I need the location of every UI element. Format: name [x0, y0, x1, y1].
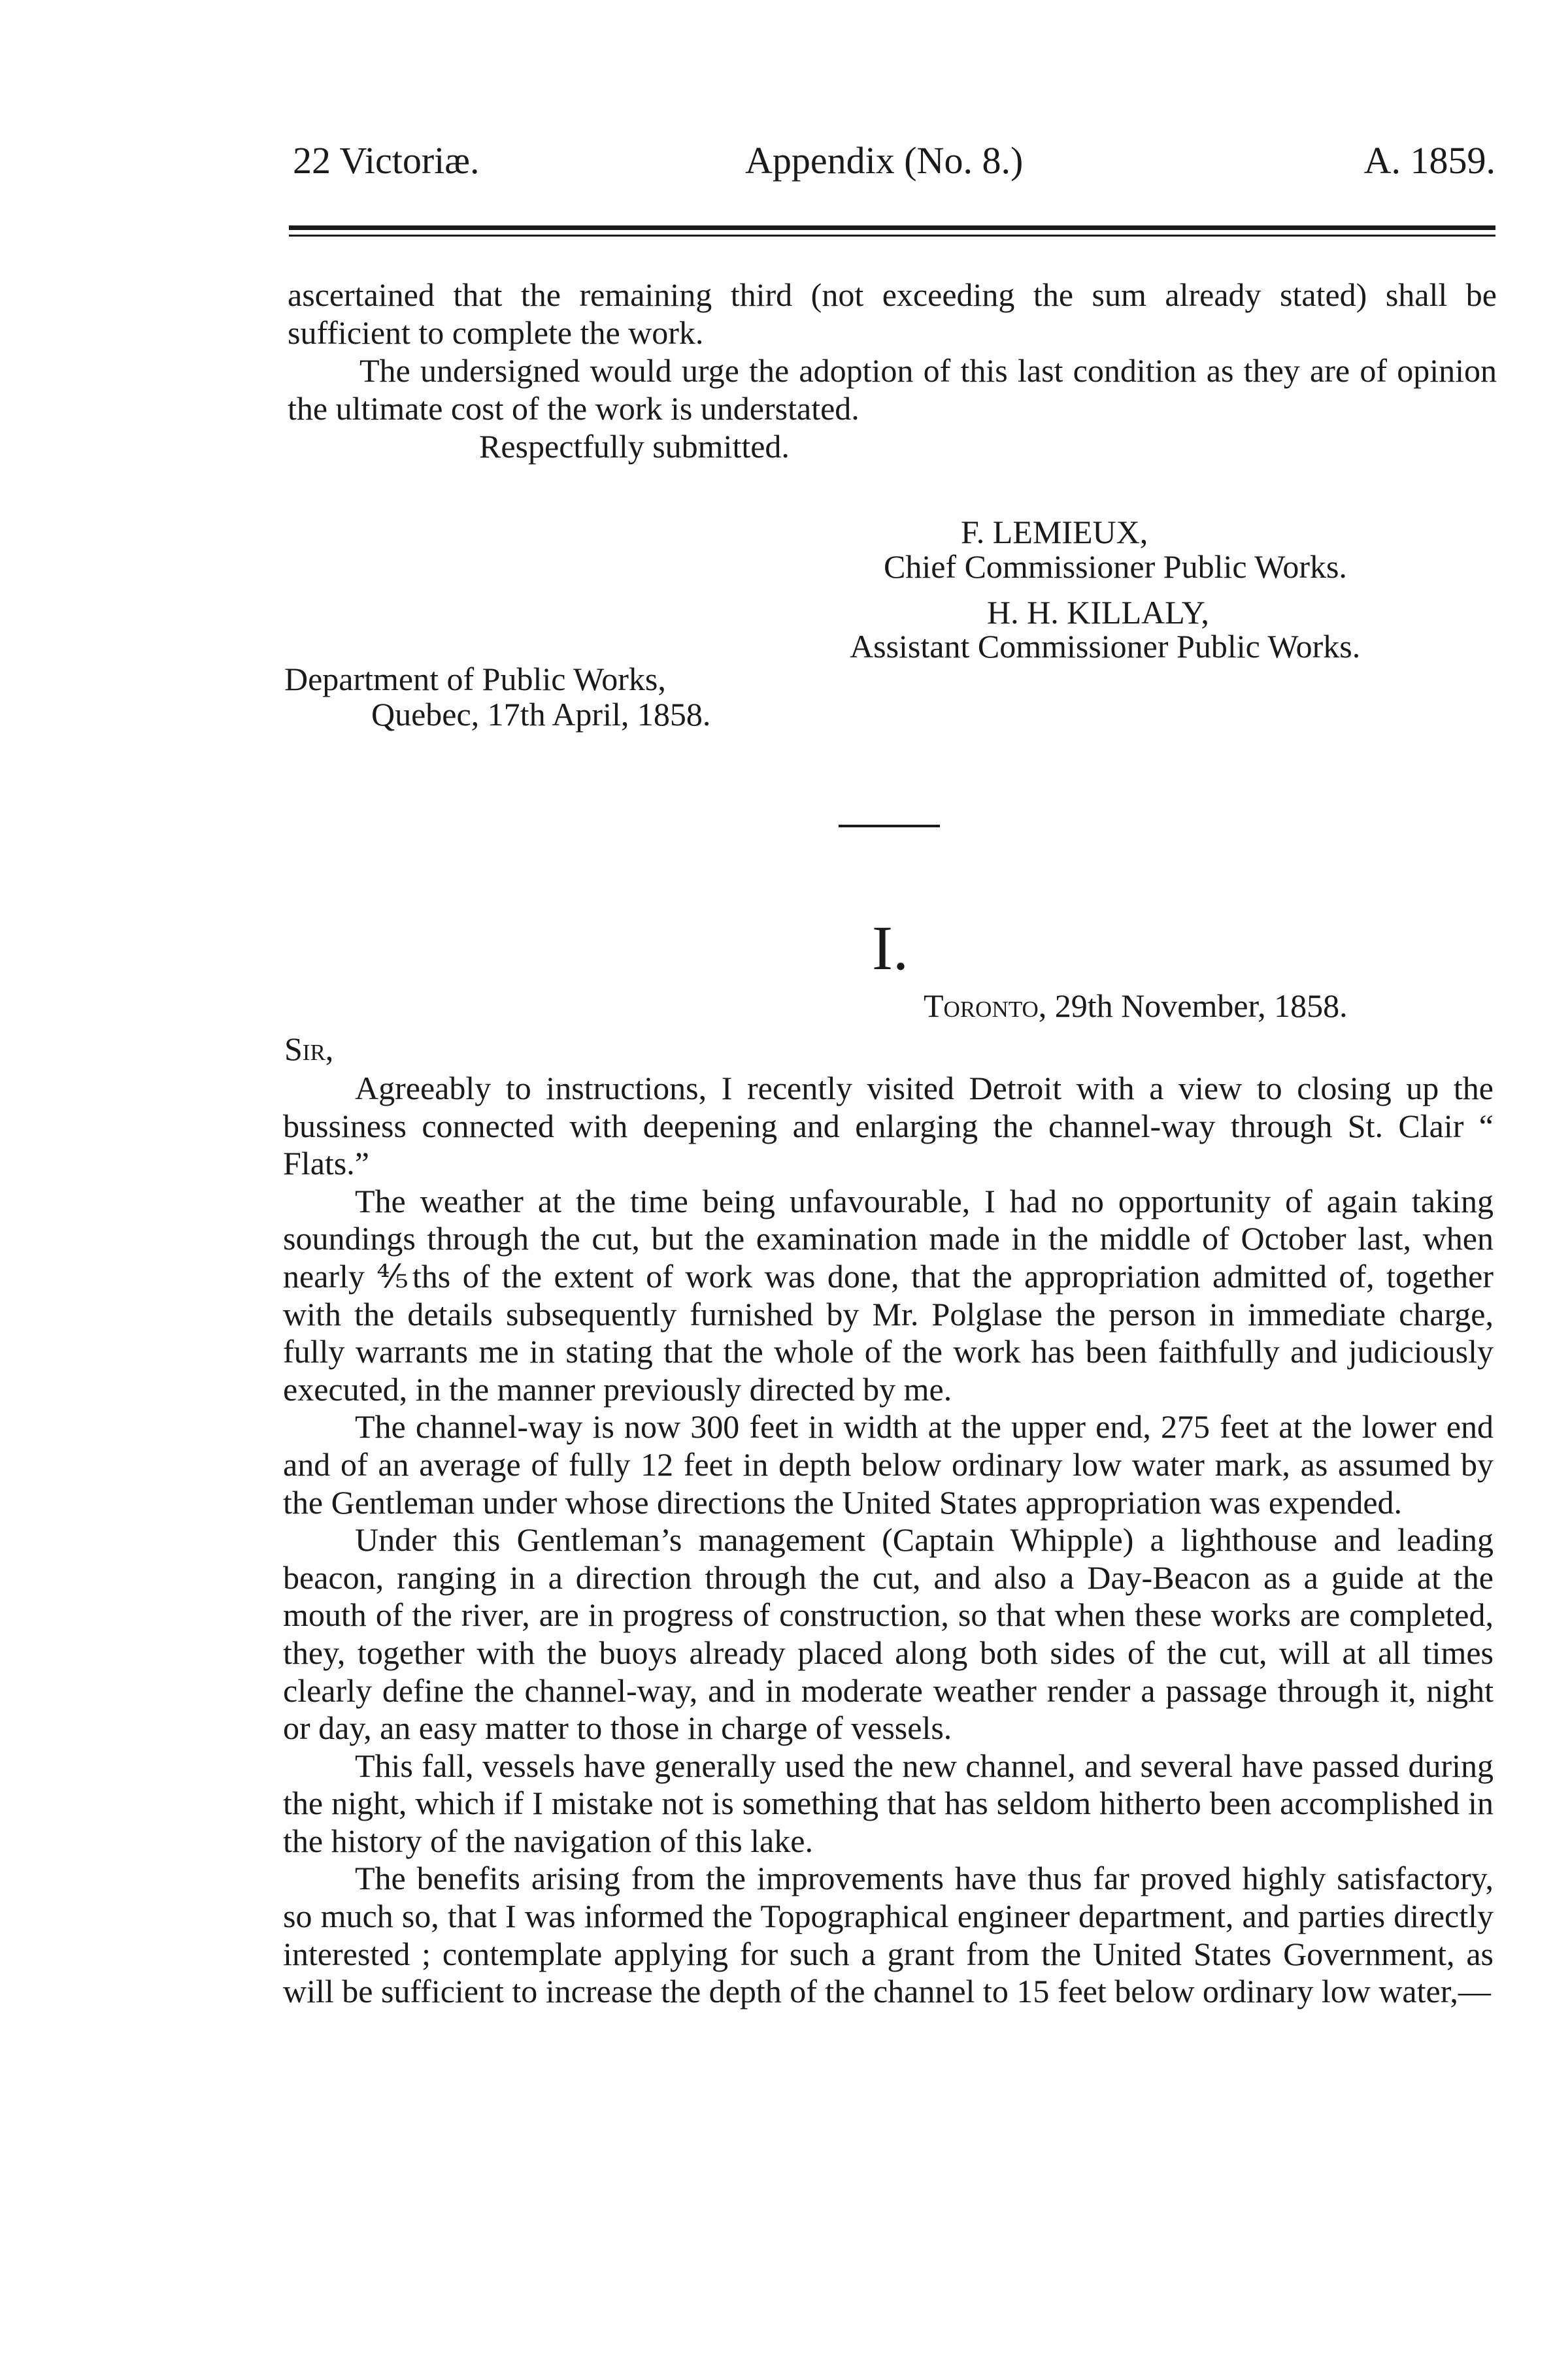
body-paragraph	[283, 1860, 1494, 2010]
body-paragraph-text: The benefits arising from the improvements have thus far proved highly satisfactory, so much so, that I was informed the Topographical engineer department, and parties directly interested ; contemplate applying for such a grant from the United States Government, as will be sufficient to increase the depth of the channel to 15 feet below ordinary low water,—	[283, 1860, 1494, 2010]
recommendation-paragraph	[288, 352, 1497, 427]
dateline-city: Toronto,	[924, 987, 1047, 1024]
body-paragraph	[283, 1747, 1494, 1860]
header-appendix: Appendix (No. 8.)	[745, 139, 1024, 182]
body-paragraph-text: The weather at the time being unfavourable, I had no opportunity of again taking soundings through the cut, but the examination made in the middle of October last, when nearly ⅘ths of the extent of work was done, that the appropriation admitted of, together with the details subsequently furnished by Mr. Polglase the person in immediate charge, fully warrants me in stating that the whole of the work has been faithfully and judiciously executed, in the manner previously directed by me.	[283, 1182, 1494, 1408]
continued-paragraph: ascertained that the remaining third (not exceeding the sum already stated) shall be sufficient to complete the work.	[288, 276, 1497, 351]
department-location-date: Quebec, 17th April, 1858.	[371, 696, 711, 733]
signatory-1-name: F. LEMIEUX,	[961, 514, 1148, 550]
body-paragraph-text: This fall, vessels have generally used the new channel, and several have passed during the night, which if I mistake not is something that has seldom hitherto been accomplished in the history of the navigation of this lake.	[283, 1747, 1494, 1859]
signatory-1-title: Chief Commissioner Public Works.	[884, 548, 1347, 585]
letter-salutation: Sir,	[284, 1031, 334, 1067]
header-year: A. 1859.	[1363, 139, 1495, 182]
letter-body	[283, 1070, 1494, 2011]
letter-dateline	[924, 987, 1348, 1025]
section-divider	[839, 825, 940, 827]
signatory-2-title: Assistant Commissioner Public Works.	[850, 628, 1361, 665]
dateline-date: 29th November, 1858.	[1054, 987, 1348, 1024]
department-line: Department of Public Works,	[284, 661, 666, 697]
body-paragraph-text: Agreeably to instructions, I recently visited Detroit with a view to closing up the bussiness connected with deepening and enlarging the channel-way through St. Clair “ Flats.”	[283, 1070, 1494, 1182]
signatory-2-name: H. H. KILLALY,	[987, 594, 1209, 631]
body-paragraph-text: The channel-way is now 300 feet in width at the upper end, 275 feet at the lower end and of an average of fully 12 feet in depth below ordinary low water mark, as assumed by the Gentleman under whose directions the United States appropriation was expended.	[283, 1408, 1494, 1521]
header-rule-thick	[289, 225, 1495, 230]
page-header	[288, 139, 1495, 184]
header-session: 22 Victoriæ.	[293, 139, 480, 182]
body-paragraph	[283, 1183, 1494, 1409]
body-paragraph	[283, 1408, 1494, 1521]
body-paragraph-text: Under this Gentleman’s management (Captain Whipple) a lighthouse and leading beacon, ranging in a direction through the cut, and also a Day-Beacon as a guide at the mouth of the river, are in progress of construction, so that when these works are completed, they, together with the buoys already placed along both sides of the cut, will at all times clearly define the channel-way, and in moderate weather render a passage through it, night or day, an easy matter to those in charge of vessels.	[283, 1521, 1494, 1747]
section-heading: I.	[872, 913, 909, 983]
header-rule-thin	[289, 235, 1495, 237]
body-paragraph	[283, 1070, 1494, 1183]
recommendation-text: The undersigned would urge the adoption of this last condition as they are of opinion the ultimate cost of the work is understated.	[288, 352, 1497, 427]
body-paragraph	[283, 1521, 1494, 1747]
closing-line: Respectfully submitted.	[479, 428, 790, 465]
